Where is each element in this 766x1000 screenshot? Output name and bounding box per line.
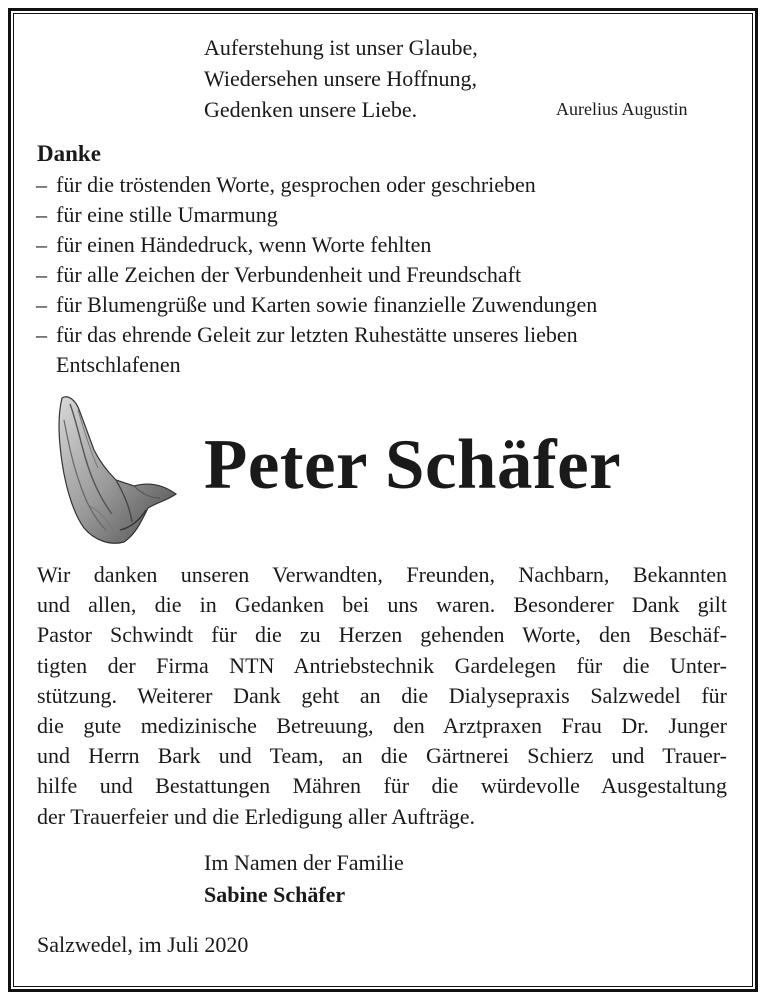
thanks-item: – für alle Zeichen der Verbundenheit und Freundschaft bbox=[36, 262, 522, 287]
paragraph-line: und allen, die in Gedanken bei uns waren. Besonderer Dank gilt bbox=[37, 592, 727, 618]
thanks-item: – für das ehrende Geleit zur letzten Ruhestätte unseres lieben bbox=[36, 322, 578, 347]
paragraph-line: und Herrn Bark und Team, an die Gärtnerei Schierz und Trauer- bbox=[37, 743, 727, 769]
paragraph-line: tigten der Firma NTN Antriebstechnik Gardelegen für die Unter- bbox=[37, 652, 727, 678]
deceased-name: Peter Schäfer bbox=[204, 426, 622, 504]
paragraph-line: der Trauerfeier und die Erledigung aller Aufträge. bbox=[37, 803, 476, 829]
paragraph-line: die gute medizinische Betreuung, den Arztpraxen Frau Dr. Junger bbox=[37, 713, 727, 739]
quote-line: Gedenken unsere Liebe. bbox=[204, 97, 418, 122]
thanks-item: – für die tröstenden Worte, gesprochen oder geschrieben bbox=[36, 172, 536, 197]
thanks-paragraph bbox=[37, 560, 727, 832]
thanks-item: – für Blumengrüße und Karten sowie finanzielle Zuwendungen bbox=[36, 292, 598, 317]
thanks-list bbox=[36, 170, 736, 380]
quote-line: Auferstehung ist unser Glaube, bbox=[204, 35, 478, 60]
paragraph-line: Wir danken unseren Verwandten, Freunden, Nachbarn, Bekannten bbox=[37, 562, 727, 587]
paragraph-line: stützung. Weiterer Dank geht an die Dialysepraxis Salzwedel für bbox=[37, 682, 727, 708]
thanks-item-continuation: Entschlafenen bbox=[56, 352, 181, 377]
quote-author: Aurelius Augustin bbox=[556, 99, 688, 119]
place-date: Salzwedel, im Juli 2020 bbox=[37, 932, 249, 957]
quote-line: Wiedersehen unsere Hoffnung, bbox=[204, 66, 478, 91]
thanks-title: Danke bbox=[37, 141, 101, 166]
epigraph-quote bbox=[204, 32, 478, 125]
thanks-item: – für einen Händedruck, wenn Worte fehlten bbox=[36, 232, 432, 257]
thanks-item: – für eine stille Umarmung bbox=[36, 202, 278, 227]
paragraph-line: hilfe und Bestattungen Mähren für die würdevolle Ausgestaltung bbox=[37, 773, 727, 799]
signature-intro: Im Namen der Familie bbox=[204, 850, 404, 875]
paragraph-line: Pastor Schwindt für die zu Herzen gehenden Worte, den Beschäf- bbox=[37, 622, 727, 648]
signature-name: Sabine Schäfer bbox=[204, 882, 346, 907]
praying-hands-icon bbox=[50, 390, 180, 550]
